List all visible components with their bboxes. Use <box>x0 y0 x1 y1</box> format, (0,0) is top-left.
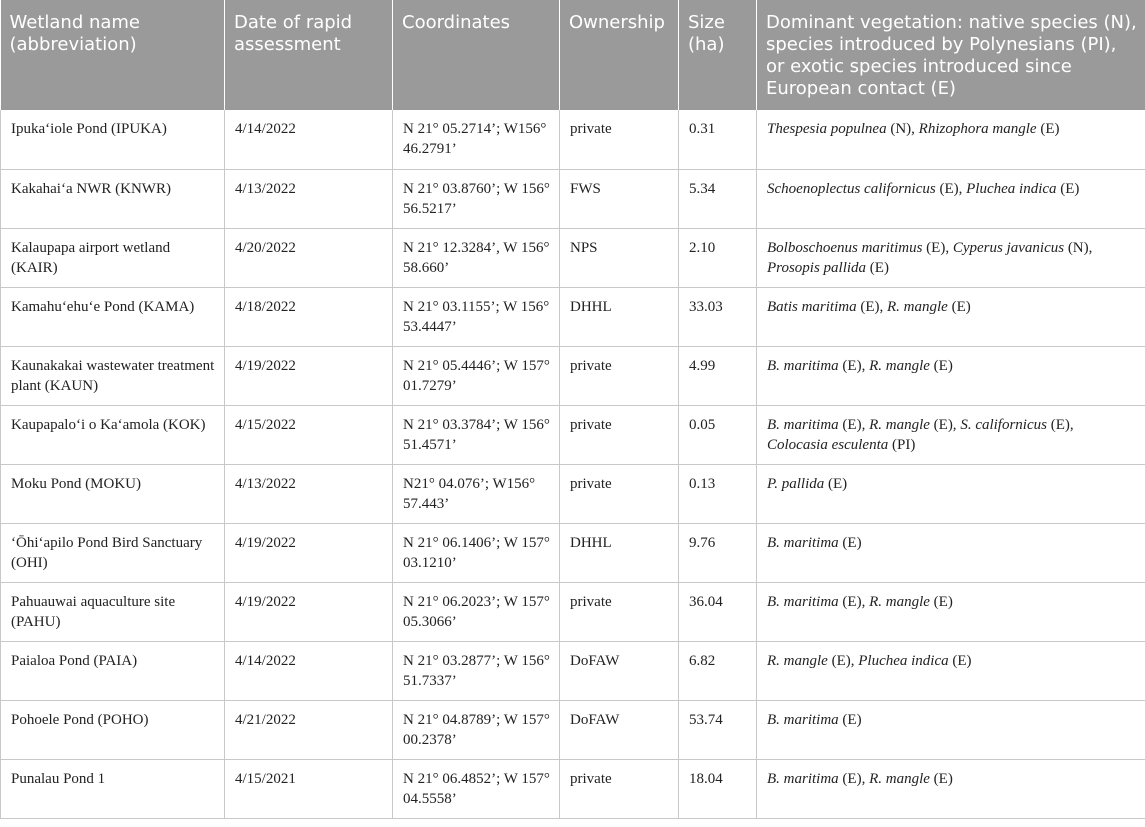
cell-size: 0.31 <box>679 110 757 169</box>
vegetation-text: (E), <box>838 357 870 374</box>
species-name: Prosopis pallida <box>767 259 867 276</box>
vegetation-text: (E), <box>935 180 967 197</box>
vegetation-text: (E) <box>929 357 953 374</box>
species-name: Colocasia esculenta <box>767 436 889 453</box>
species-name: R. mangle <box>869 593 930 610</box>
species-name: Batis maritima <box>767 298 857 315</box>
table-row <box>1 346 1145 405</box>
cell-vegetation <box>757 405 1145 464</box>
cell-size: 33.03 <box>679 287 757 346</box>
cell-coordinates: N 21° 06.4852’; W 157° 04.5558’ <box>393 759 560 818</box>
vegetation-text: (E) <box>947 298 971 315</box>
cell-wetland-name: Ipukaʻiole Pond (IPUKA) <box>1 110 225 169</box>
cell-wetland-name: Punalau Pond 1 <box>1 759 225 818</box>
table-row <box>1 464 1145 523</box>
vegetation-text: (E), <box>922 239 953 256</box>
table-row <box>1 169 1145 228</box>
table-row <box>1 641 1145 700</box>
header-coordinates: Coordinates <box>393 0 560 110</box>
cell-coordinates: N 21° 03.1155’; W 156° 53.4447’ <box>393 287 560 346</box>
vegetation-text: (E), <box>1046 416 1074 433</box>
cell-coordinates: N 21° 06.2023’; W 157° 05.3066’ <box>393 582 560 641</box>
cell-wetland-name: Kalaupapa airport wetland (KAIR) <box>1 228 225 287</box>
header-size: Size (ha) <box>679 0 757 110</box>
table-row <box>1 228 1145 287</box>
cell-ownership: private <box>560 405 679 464</box>
cell-vegetation <box>757 464 1145 523</box>
cell-size: 0.13 <box>679 464 757 523</box>
species-name: Rhizophora mangle <box>918 121 1037 137</box>
vegetation-text: (E) <box>1056 180 1080 197</box>
vegetation-text: (E), <box>838 770 870 787</box>
species-name: R. mangle <box>869 770 930 787</box>
cell-date: 4/19/2022 <box>225 346 393 405</box>
cell-ownership: FWS <box>560 169 679 228</box>
cell-wetland-name: Kakahaiʻa NWR (KNWR) <box>1 169 225 228</box>
cell-ownership: private <box>560 759 679 818</box>
vegetation-text: (N), <box>1064 239 1093 256</box>
table-header-row <box>1 0 1145 110</box>
cell-size: 4.99 <box>679 346 757 405</box>
cell-ownership: DoFAW <box>560 641 679 700</box>
species-name: B. maritima <box>767 593 839 610</box>
cell-wetland-name: Pahuauwai aquaculture site (PAHU) <box>1 582 225 641</box>
cell-size: 2.10 <box>679 228 757 287</box>
cell-ownership: private <box>560 110 679 169</box>
cell-coordinates: N 21° 12.3284’, W 156° 58.660’ <box>393 228 560 287</box>
cell-wetland-name: Paialoa Pond (PAIA) <box>1 641 225 700</box>
cell-coordinates: N 21° 04.8789’; W 157° 00.2378’ <box>393 700 560 759</box>
cell-vegetation <box>757 287 1145 346</box>
cell-date: 4/21/2022 <box>225 700 393 759</box>
vegetation-text: (E), <box>856 298 887 315</box>
cell-wetland-name: Moku Pond (MOKU) <box>1 464 225 523</box>
species-name: Bolboschoenus maritimus <box>767 239 923 256</box>
species-name: R. mangle <box>887 298 948 315</box>
cell-date: 4/20/2022 <box>225 228 393 287</box>
cell-size: 53.74 <box>679 700 757 759</box>
cell-date: 4/19/2022 <box>225 523 393 582</box>
vegetation-text: (PI) <box>888 436 916 453</box>
vegetation-text: (E), <box>838 593 870 610</box>
species-name: R. mangle <box>869 416 930 433</box>
cell-date: 4/13/2022 <box>225 169 393 228</box>
vegetation-text: (E) <box>838 534 862 551</box>
cell-wetland-name: ʻŌhiʻapilo Pond Bird Sanctuary (OHI) <box>1 523 225 582</box>
table-row <box>1 523 1145 582</box>
vegetation-text: (E) <box>929 593 953 610</box>
species-name: B. maritima <box>767 534 839 551</box>
cell-wetland-name: Kaunakakai wastewater treatment plant (KAUN) <box>1 346 225 405</box>
cell-size: 9.76 <box>679 523 757 582</box>
vegetation-text: (E), <box>929 416 961 433</box>
cell-coordinates: N 21° 06.1406’; W 157° 03.1210’ <box>393 523 560 582</box>
species-name: B. maritima <box>767 711 839 728</box>
cell-ownership: private <box>560 582 679 641</box>
table-row <box>1 110 1145 169</box>
cell-vegetation <box>757 169 1145 228</box>
vegetation-text: (E), <box>827 652 859 669</box>
cell-wetland-name: Pohoele Pond (POHO) <box>1 700 225 759</box>
cell-vegetation <box>757 700 1145 759</box>
species-name: P. pallida <box>767 475 825 492</box>
cell-coordinates: N 21° 03.8760’; W 156° 56.5217’ <box>393 169 560 228</box>
species-name: Cyperus javanicus <box>952 239 1065 256</box>
cell-ownership: private <box>560 346 679 405</box>
species-name: Schoenoplectus californicus <box>767 180 936 197</box>
cell-ownership: DoFAW <box>560 700 679 759</box>
cell-vegetation <box>757 759 1145 818</box>
cell-coordinates: N21° 04.076’; W156° 57.443’ <box>393 464 560 523</box>
cell-date: 4/15/2021 <box>225 759 393 818</box>
cell-wetland-name: Kamahuʻehuʻe Pond (KAMA) <box>1 287 225 346</box>
cell-date: 4/14/2022 <box>225 110 393 169</box>
species-name: R. mangle <box>767 652 828 669</box>
vegetation-text: (E) <box>948 652 972 669</box>
cell-coordinates: N 21° 05.2714’; W156° 46.2791’ <box>393 110 560 169</box>
table-row <box>1 759 1145 818</box>
table-body <box>1 110 1145 818</box>
cell-date: 4/15/2022 <box>225 405 393 464</box>
cell-vegetation <box>757 641 1145 700</box>
cell-ownership: private <box>560 464 679 523</box>
cell-size: 6.82 <box>679 641 757 700</box>
cell-vegetation <box>757 346 1145 405</box>
vegetation-text: (E) <box>929 770 953 787</box>
header-wetland-name: Wetland name (abbreviation) <box>1 0 225 110</box>
header-vegetation: Dominant vegetation: native species (N), species introduced by Polynesians (PI), or exotic species introduced since European contact (E) <box>757 0 1145 110</box>
header-date: Date of rapid assessment <box>225 0 393 110</box>
cell-date: 4/14/2022 <box>225 641 393 700</box>
table-row <box>1 405 1145 464</box>
vegetation-text: (E) <box>866 259 889 276</box>
vegetation-text: (E) <box>824 475 848 492</box>
cell-vegetation <box>757 110 1145 169</box>
cell-ownership: DHHL <box>560 287 679 346</box>
species-name: R. mangle <box>869 357 930 374</box>
cell-date: 4/18/2022 <box>225 287 393 346</box>
cell-vegetation <box>757 228 1145 287</box>
cell-coordinates: N 21° 03.2877’; W 156° 51.7337’ <box>393 641 560 700</box>
species-name: Thespesia populnea <box>767 121 887 137</box>
cell-vegetation <box>757 582 1145 641</box>
species-name: Pluchea indica <box>858 652 949 669</box>
cell-ownership: DHHL <box>560 523 679 582</box>
vegetation-text: (E) <box>838 711 862 728</box>
vegetation-text: (E) <box>1036 121 1060 137</box>
cell-date: 4/19/2022 <box>225 582 393 641</box>
table-row <box>1 700 1145 759</box>
cell-ownership: NPS <box>560 228 679 287</box>
header-ownership: Ownership <box>560 0 679 110</box>
table-row <box>1 582 1145 641</box>
species-name: B. maritima <box>767 357 839 374</box>
species-name: Pluchea indica <box>966 180 1057 197</box>
cell-coordinates: N 21° 03.3784’; W 156° 51.4571’ <box>393 405 560 464</box>
vegetation-text: (E), <box>838 416 870 433</box>
vegetation-text: (N), <box>886 121 919 137</box>
species-name: B. maritima <box>767 770 839 787</box>
cell-size: 0.05 <box>679 405 757 464</box>
cell-coordinates: N 21° 05.4446’; W 157° 01.7279’ <box>393 346 560 405</box>
species-name: B. maritima <box>767 416 839 433</box>
cell-size: 5.34 <box>679 169 757 228</box>
cell-vegetation <box>757 523 1145 582</box>
cell-wetland-name: Kaupapaloʻi o Kaʻamola (KOK) <box>1 405 225 464</box>
table-row <box>1 287 1145 346</box>
cell-size: 36.04 <box>679 582 757 641</box>
species-name: S. californicus <box>960 416 1047 433</box>
cell-date: 4/13/2022 <box>225 464 393 523</box>
cell-size: 18.04 <box>679 759 757 818</box>
